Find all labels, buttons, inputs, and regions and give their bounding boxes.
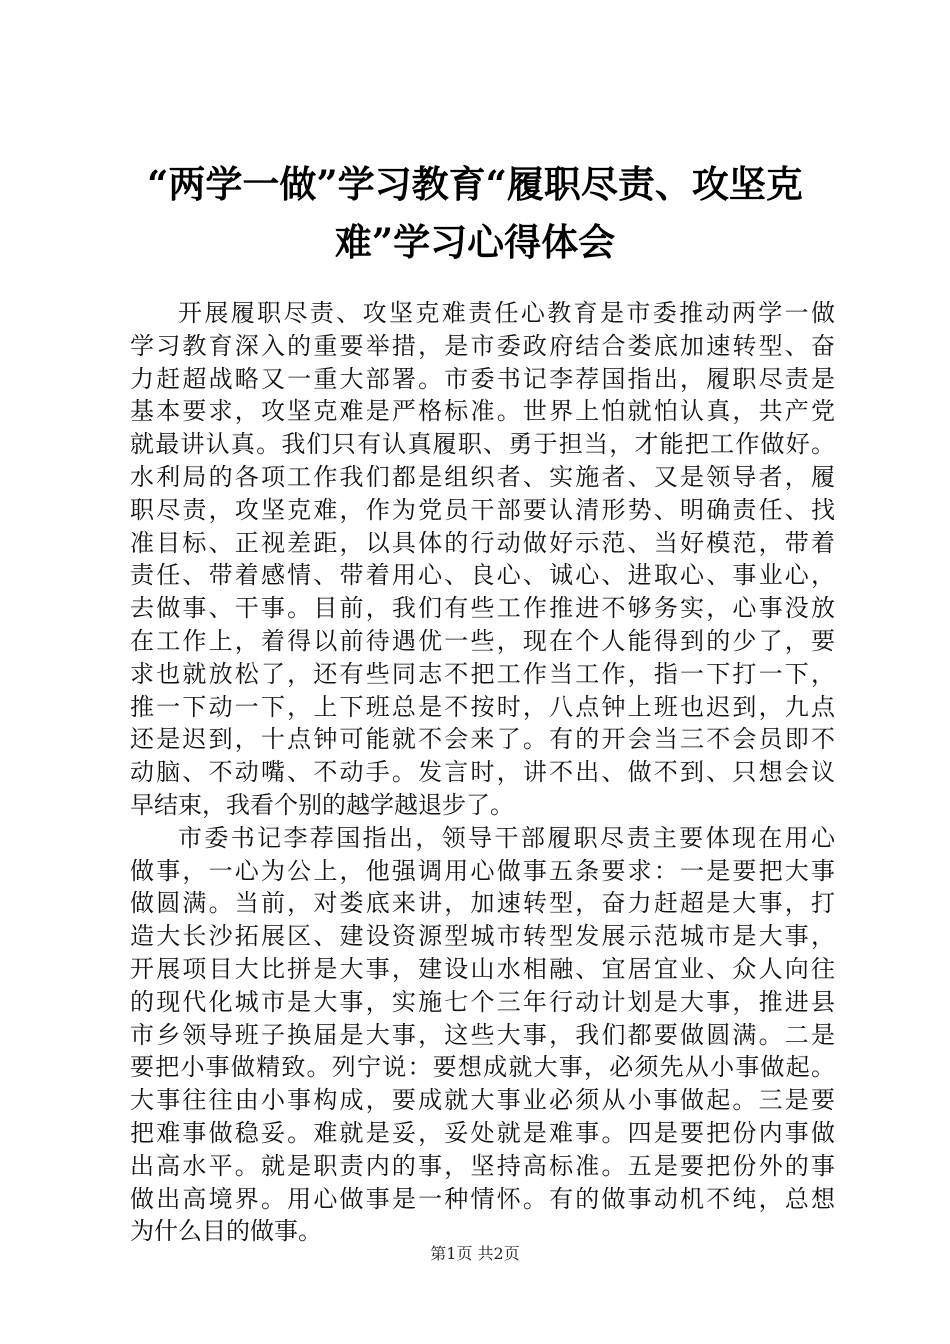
paragraph-line: 基本要求，攻坚克难是严格标准。世界上怕就怕认真，共产党 (130, 397, 835, 426)
paragraph-line: 把难事做稳妥。难就是妥，妥处就是难事。四是要把份内事做 (130, 1118, 835, 1147)
paragraph-line: 做圆满。当前，对娄底来讲，加速转型，奋力赶超是大事，打 (130, 889, 835, 918)
paragraph-line: 的现代化城市是大事，实施七个三年行动计划是大事，推进县 (130, 987, 835, 1016)
paragraph-line: 早结束，我看个别的越学越退步了。 (130, 790, 514, 819)
document-title-line-2: 难”学习心得体会 (334, 220, 616, 264)
paragraph-line: 还是迟到，十点钟可能就不会来了。有的开会当三不会员即不 (130, 725, 835, 754)
paragraph-line: 市乡领导班子换届是大事，这些大事，我们都要做圆满。二是 (130, 1020, 835, 1049)
paragraph-line: 力赶超战略又一重大部署。市委书记李荐国指出，履职尽责是 (130, 364, 835, 393)
paragraph-line: 大事往往由小事构成，要成就大事业必须从小事做起。三是要 (130, 1086, 835, 1115)
paragraph-line: 去做事、干事。目前，我们有些工作推进不够务实，心事没放 (130, 594, 835, 623)
paragraph-1 (130, 297, 835, 822)
paragraph-line: 责任、带着感情、带着用心、良心、诚心、进取心、事业心， (130, 561, 835, 590)
document-body (130, 297, 835, 1248)
paragraph-line: 求也就放松了，还有些同志不把工作当工作，指一下打一下， (130, 659, 835, 688)
page-footer: 第1页 共2页 (430, 1244, 520, 1263)
paragraph-line: 动脑、不动嘴、不动手。发言时，讲不出、做不到、只想会议 (130, 758, 835, 787)
paragraph-line: 出高水平。就是职责内的事，坚持高标准。五是要把份外的事 (130, 1151, 835, 1180)
paragraph-line: 做出高境界。用心做事是一种情怀。有的做事动机不纯，总想 (130, 1184, 835, 1213)
document-title-line-1: “两学一做”学习教育“履职尽责、攻坚克 (147, 162, 803, 206)
paragraph-line: 造大长沙拓展区、建设资源型城市转型发展示范城市是大事， (130, 922, 835, 951)
paragraph-2 (130, 822, 835, 1248)
paragraph-line: 准目标、正视差距，以具体的行动做好示范、当好模范，带着 (130, 528, 835, 557)
paragraph-line: 开展履职尽责、攻坚克难责任心教育是市委推动两学一做 (178, 299, 835, 327)
paragraph-line: 为什么目的做事。 (130, 1217, 322, 1246)
paragraph-line: 做事，一心为公上，他强调用心做事五条要求：一是要把大事 (130, 856, 835, 885)
paragraph-line: 推一下动一下，上下班总是不按时，八点钟上班也迟到，九点 (130, 692, 835, 721)
paragraph-line: 开展项目大比拼是大事，建设山水相融、宜居宜业、众人向往 (130, 954, 835, 983)
paragraph-line: 市委书记李荐国指出，领导干部履职尽责主要体现在用心 (178, 823, 835, 852)
paragraph-line: 就最讲认真。我们只有认真履职、勇于担当，才能把工作做好。 (130, 430, 835, 459)
paragraph-line: 水利局的各项工作我们都是组织者、实施者、又是领导者，履 (130, 462, 835, 491)
paragraph-line: 要把小事做精致。列宁说：要想成就大事，必须先从小事做起。 (130, 1053, 835, 1082)
paragraph-line: 在工作上，着得以前待遇优一些，现在个人能得到的少了，要 (130, 626, 835, 655)
paragraph-line: 职尽责，攻坚克难，作为党员干部要认清形势、明确责任、找 (130, 495, 835, 524)
paragraph-line: 学习教育深入的重要举措，是市委政府结合娄底加速转型、奋 (130, 331, 835, 360)
